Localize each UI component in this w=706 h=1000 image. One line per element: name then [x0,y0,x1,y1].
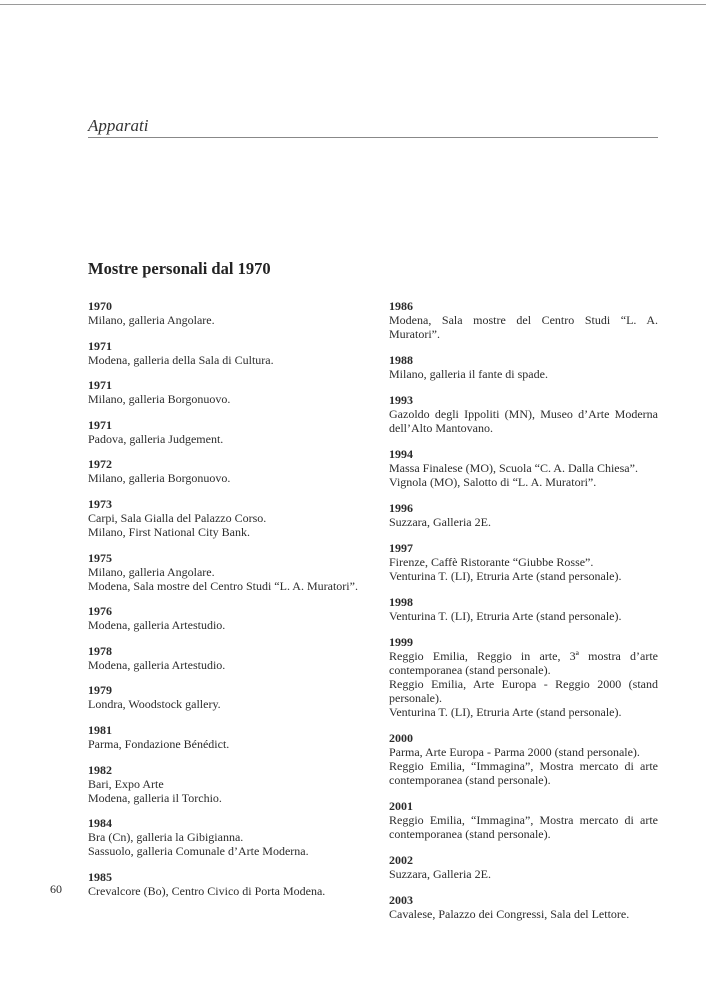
section-label: Apparati [88,116,149,135]
entry-year: 1999 [389,635,413,649]
entry-line: Reggio Emilia, “Immagina”, Mostra mercato di arte contemporanea (stand personale). [389,813,658,841]
entry-line: Suzzara, Galleria 2E. [389,867,491,881]
exhibition-entry [389,299,658,341]
section-divider [88,137,658,138]
exhibition-entry [389,447,658,489]
entry-line: Modena, Sala mostre del Centro Studi “L. A. Muratori”. [88,578,358,593]
entry-year: 1976 [88,604,112,619]
entry-line: Modena, Sala mostre del Centro Studi “L. A. Muratori”. [389,313,658,341]
entry-year: 1971 [88,338,112,353]
entry-year: 1981 [88,722,112,737]
entry-line: Venturina T. (LI), Etruria Arte (stand personale). [389,569,622,583]
entry-year: 1994 [389,447,413,461]
entry-year: 1971 [88,378,112,393]
entry-year: 2001 [389,799,413,813]
exhibition-entry [88,418,358,446]
entry-line: Crevalcore (Bo), Centro Civico di Porta Modena. [88,883,326,898]
entry-line: Parma, Arte Europa - Parma 2000 (stand personale). [389,745,640,759]
entry-line: Cavalese, Palazzo dei Congressi, Sala del Lettore. [389,907,630,921]
exhibition-entry [389,353,658,381]
top-border-rule [0,4,706,5]
entry-line: Modena, galleria il Torchio. [88,790,222,805]
right-column [389,299,658,933]
exhibition-entry [88,551,358,593]
entry-line: Londra, Woodstock gallery. [88,697,221,712]
entry-line: Gazoldo degli Ippoliti (MN), Museo d’Arte Moderna dell’Alto Mantovano. [389,407,658,435]
entry-year: 1998 [389,595,413,609]
entry-year: 1975 [88,550,112,565]
page-number: 60 [50,882,62,896]
entry-line: Parma, Fondazione Bénédict. [88,736,230,751]
exhibition-entry [88,378,358,406]
entry-year: 1978 [88,643,112,658]
exhibition-entry [389,393,658,435]
exhibition-entry [389,731,658,787]
entry-line: Suzzara, Galleria 2E. [389,515,491,529]
exhibition-entry [88,683,358,711]
entry-line: Sassuolo, galleria Comunale d’Arte Moderna. [88,844,309,859]
entry-line: Reggio Emilia, “Immagina”, Mostra mercato di arte contemporanea (stand personale). [389,759,658,787]
entry-line: Reggio Emilia, Reggio in arte, 3ª mostra d’arte contemporanea (stand personale). [389,649,658,677]
exhibition-entry [389,501,658,529]
entry-year: 1973 [88,496,112,511]
entry-year: 1993 [389,393,413,407]
entry-year: 1979 [88,683,112,698]
exhibition-entry [389,595,658,623]
exhibition-entry [389,541,658,583]
exhibition-entry [88,644,358,672]
entry-line: Bari, Expo Arte [88,776,164,791]
exhibition-entry [389,799,658,841]
entry-year: 1971 [88,417,112,432]
entry-year: 1986 [389,299,413,313]
entry-line: Reggio Emilia, Arte Europa - Reggio 2000 (stand personale). [389,677,658,705]
entry-year: 1985 [88,869,112,884]
exhibition-entry [88,816,358,858]
exhibition-entry [88,763,358,805]
entry-line: Bra (Cn), galleria la Gibigianna. [88,830,244,845]
entry-line: Milano, galleria Borgonuovo. [88,392,231,407]
exhibition-entry [88,870,358,898]
entry-year: 1988 [389,353,413,367]
entry-line: Vignola (MO), Salotto di “L. A. Muratori”. [389,475,597,489]
entry-line: Modena, galleria Artestudio. [88,657,226,672]
exhibition-entry [88,723,358,751]
entry-line: Milano, galleria il fante di spade. [389,367,548,381]
exhibition-entry [88,604,358,632]
entry-line: Massa Finalese (MO), Scuola “C. A. Dalla Chiesa”. [389,461,638,475]
entry-year: 1997 [389,541,413,555]
entry-line: Padova, galleria Judgement. [88,431,224,446]
entry-year: 1984 [88,816,112,831]
entry-year: 2000 [389,731,413,745]
exhibition-entry [389,853,658,881]
entry-line: Modena, galleria Artestudio. [88,618,226,633]
entry-line: Modena, galleria della Sala di Cultura. [88,352,274,367]
exhibition-entry [88,497,358,539]
left-column [88,299,358,909]
exhibition-entry [88,299,358,327]
entry-line: Carpi, Sala Gialla del Palazzo Corso. [88,510,267,525]
entry-line: Milano, galleria Angolare. [88,313,215,327]
entry-line: Milano, galleria Borgonuovo. [88,471,231,486]
entry-line: Firenze, Caffè Ristorante “Giubbe Rosse”. [389,555,594,569]
entry-line: Venturina T. (LI), Etruria Arte (stand personale). [389,705,622,719]
exhibition-entry [389,893,658,921]
entry-line: Milano, galleria Angolare. [88,564,215,579]
entry-year: 1982 [88,762,112,777]
exhibition-entry [389,635,658,719]
exhibition-entry [88,339,358,367]
entry-year: 2003 [389,893,413,907]
page-title: Mostre personali dal 1970 [88,259,271,278]
entry-year: 2002 [389,853,413,867]
entry-year: 1996 [389,501,413,515]
entry-line: Venturina T. (LI), Etruria Arte (stand personale). [389,609,622,623]
entry-year: 1972 [88,457,112,472]
exhibition-entry [88,457,358,485]
entry-year: 1970 [88,299,112,313]
entry-line: Milano, First National City Bank. [88,524,250,539]
